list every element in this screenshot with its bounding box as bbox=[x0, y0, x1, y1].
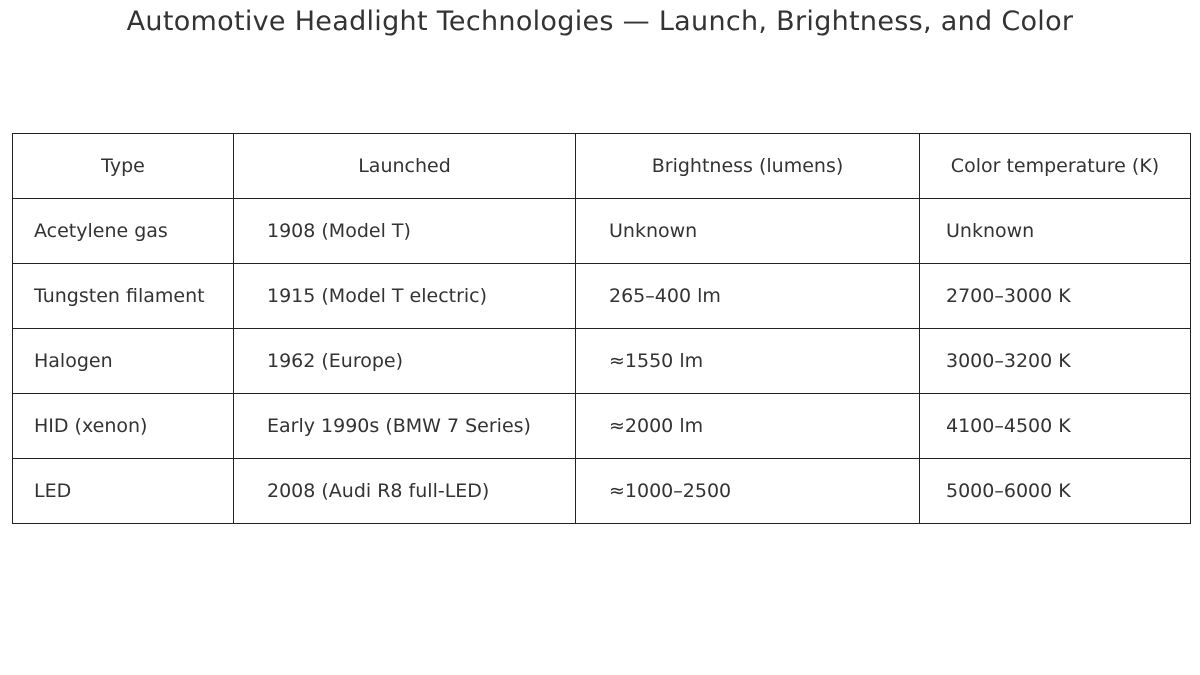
cell-color-temperature: Unknown bbox=[920, 199, 1191, 264]
header-row bbox=[13, 134, 1191, 199]
cell-type: HID (xenon) bbox=[13, 394, 234, 459]
table-row bbox=[13, 264, 1191, 329]
cell-brightness: ≈1000–2500 bbox=[576, 459, 920, 524]
table-row bbox=[13, 329, 1191, 394]
cell-brightness: Unknown bbox=[576, 199, 920, 264]
column-header-color-temperature: Color temperature (K) bbox=[920, 134, 1191, 199]
table-row bbox=[13, 394, 1191, 459]
cell-type: Tungsten filament bbox=[13, 264, 234, 329]
chart-title: Automotive Headlight Technologies — Launch, Brightness, and Color bbox=[126, 6, 1074, 37]
cell-brightness: ≈2000 lm bbox=[576, 394, 920, 459]
table-row bbox=[13, 459, 1191, 524]
table-row bbox=[13, 199, 1191, 264]
column-header-launched: Launched bbox=[234, 134, 576, 199]
cell-type: Acetylene gas bbox=[13, 199, 234, 264]
cell-brightness: 265–400 lm bbox=[576, 264, 920, 329]
headlight-table bbox=[12, 133, 1191, 524]
column-header-brightness: Brightness (lumens) bbox=[576, 134, 920, 199]
cell-color-temperature: 3000–3200 K bbox=[920, 329, 1191, 394]
cell-brightness: ≈1550 lm bbox=[576, 329, 920, 394]
cell-color-temperature: 4100–4500 K bbox=[920, 394, 1191, 459]
cell-color-temperature: 2700–3000 K bbox=[920, 264, 1191, 329]
cell-type: LED bbox=[13, 459, 234, 524]
cell-launched: 2008 (Audi R8 full-LED) bbox=[234, 459, 576, 524]
cell-color-temperature: 5000–6000 K bbox=[920, 459, 1191, 524]
cell-launched: 1915 (Model T electric) bbox=[234, 264, 576, 329]
column-header-type: Type bbox=[13, 134, 234, 199]
cell-launched: Early 1990s (BMW 7 Series) bbox=[234, 394, 576, 459]
cell-launched: 1908 (Model T) bbox=[234, 199, 576, 264]
cell-launched: 1962 (Europe) bbox=[234, 329, 576, 394]
cell-type: Halogen bbox=[13, 329, 234, 394]
